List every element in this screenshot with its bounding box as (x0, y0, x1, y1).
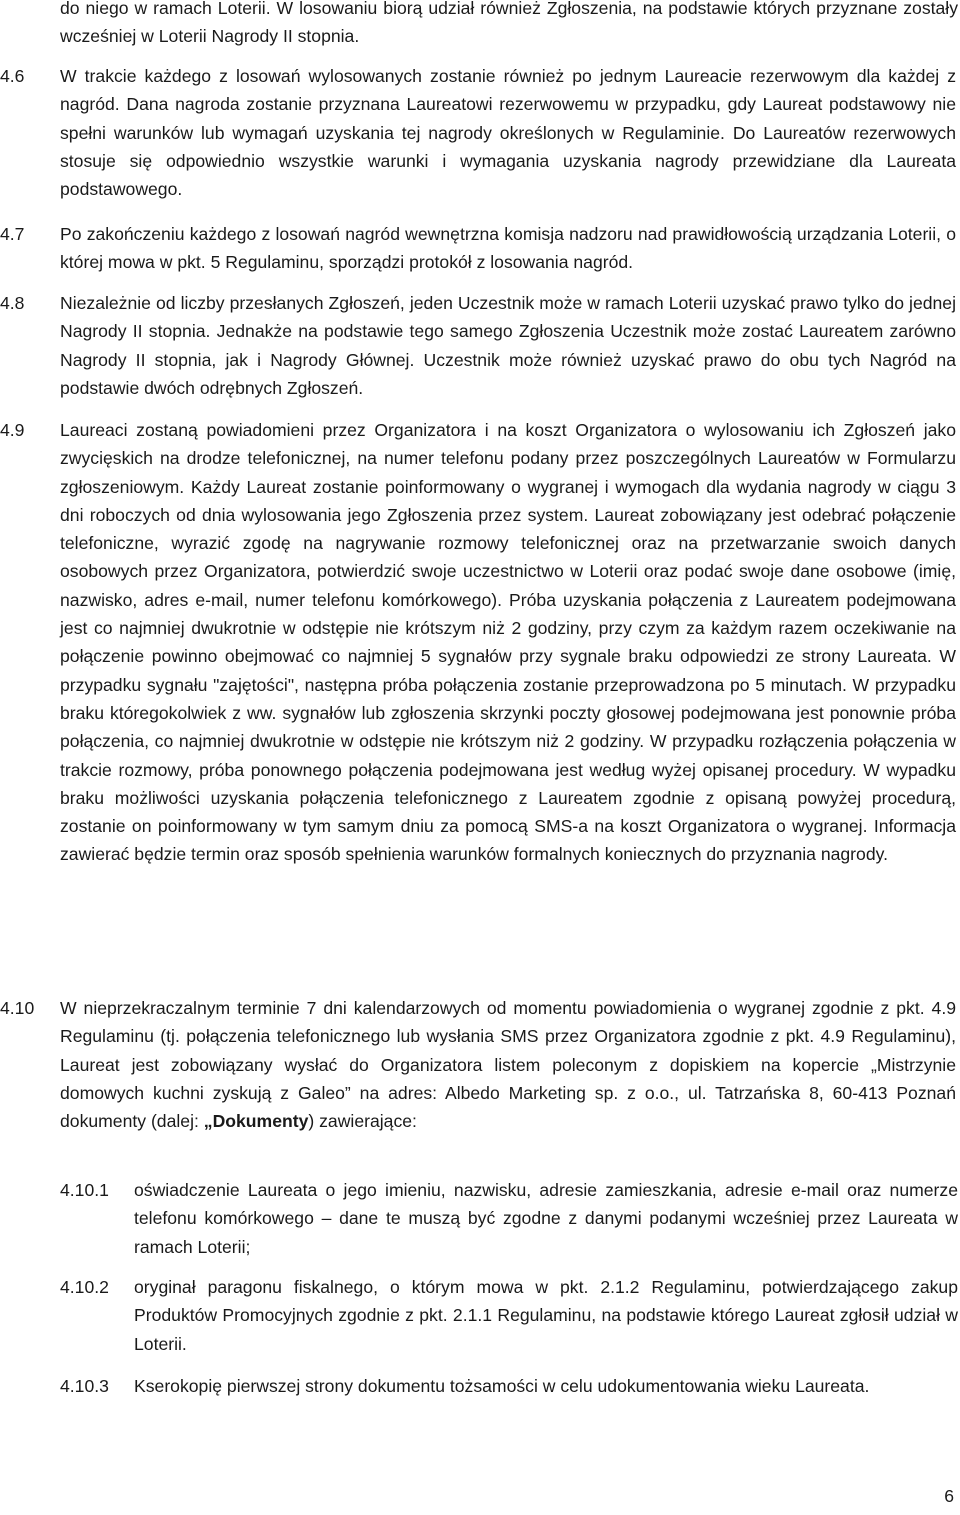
subsection-number: 4.10.2 (60, 1277, 109, 1297)
subsection-number: 4.10.1 (60, 1180, 109, 1200)
section-number: 4.9 (0, 420, 25, 440)
section-text (60, 994, 956, 1135)
section-text-part: ) zawierające: (308, 1111, 417, 1132)
section-text: Niezależnie od liczby przesłanych Zgłoszeń, jeden Uczestnik może w ramach Loterii uzyskać prawo tylko do jednej Nagrody II stopnia. Jednakże na podstawie tego samego Zgłoszenia Uczestnik może zostać Laureatem zarówno Nagrody II stopnia, jak i Nagrody Głównej. Uczestnik może również uzyskać prawo do obu tych Nagród na podstawie dwóch odrębnych Zgłoszeń. (60, 293, 956, 398)
section-text: W trakcie każdego z losowań wylosowanych zostanie również po jednym Laureacie rezerwowym dla każdej z nagród. Dana nagroda zostanie przyznana Laureatowi rezerwowemu w przypadku, gdy Laureat podstawowy nie spełni warunków lub wymagań uzyskania tej nagrody określonych w Regulaminie. Do Laureatów rezerwowych stosuje się odpowiednio wszystkie warunki i wymagania uzyskania nagrody przewidziane dla Laureata podstawowego. (60, 66, 956, 200)
subsection-number: 4.10.3 (60, 1376, 109, 1396)
section-text-part: W nieprzekraczalnym terminie 7 dni kalendarzowych od momentu powiadomienia o wygranej zgodnie z pkt. 4.9 Regulaminu (tj. połączenia telefonicznego lub wysłania SMS przez Organizatora zgodnie z pkt. 4.9 Regulaminu), Laureat jest zobowiązany wysłać do Organizatora listem poleconym z dopiskiem na kopercie „Mistrzynie domowych kuchni zyskują z Galeo” na adres: Albedo Marketing sp. z o.o., ul. Tatrzańska 8, 60-413 Poznań dokumenty (dalej: (60, 998, 956, 1132)
section-number: 4.10 (0, 998, 35, 1018)
section-number: 4.6 (0, 66, 25, 86)
section-text: Laureaci zostaną powiadomieni przez Organizatora i na koszt Organizatora o wylosowaniu ich Zgłoszeń jako zwycięskich na drodze telefonicznej, na numer telefonu podany przez poszczególnych Laureatów w Formularzu zgłoszeniowym. Każdy Laureat zostanie poinformowany o wygranej i wymogach dla wydania nagrody w ciągu 3 dni roboczych od dnia wylosowania jego Zgłoszenia przez system. Laureat zobowiązany jest odebrać połączenie telefoniczne, wyrazić zgodę na nagrywanie rozmowy telefonicznej oraz na przetwarzanie swoich danych osobowych przez Organizatora, potwierdzić swoje uczestnictwo w Loterii oraz podać swoje dane osobowe (imię, nazwisko, adres e-mail, numer telefonu komórkowego). Próba uzyskania połączenia z Laureatem podejmowana jest co najmniej dwukrotnie w odstępie nie krótszym niż 2 godziny, przy czym za każdym razem oczekiwanie na połączenie powinno obejmować co najmniej 5 sygnałów przy sygnale braku odpowiedzi ze strony Laureata. W przypadku sygnału "zajętości", następna próba połączenia zostanie przeprowadzona po 5 minutach. W przypadku braku któregokolwiek z ww. sygnałów lub zgłoszenia skrzynki poczty głosowej podejmowana jest ponownie próba połączenia, co najmniej dwukrotnie w odstępie nie krótszym niż 2 godziny. W przypadku rozłączenia połączenia w trakcie rozmowy, próba ponownego połączenia podejmowana jest według wyżej opisanej procedury. W wypadku braku możliwości uzyskania połączenia telefonicznego z Laureatem zgodnie z opisaną powyżej procedurą, zostanie on poinformowany w tym samym dniu za pomocą SMS-a na koszt Organizatora o wygranej. Informacja zawierać będzie termin oraz sposób spełnienia warunków formalnych koniecznych do przyznania nagrody. (60, 420, 956, 865)
subsection-text: Kserokopię pierwszej strony dokumentu tożsamości w celu udokumentowania wieku Laureata. (134, 1376, 870, 1396)
defined-term-bold: „Dokumenty (203, 1111, 309, 1132)
subsection-text: oświadczenie Laureata o jego imieniu, nazwisku, adresie zamieszkania, adresie e-mail oraz numerze telefonu komórkowego – dane te muszą być zgodne z danymi podanymi wcześniej przez Laureata w ramach Loterii; (134, 1180, 958, 1257)
continuation-paragraph: do niego w ramach Loterii. W losowaniu biorą udział również Zgłoszenia, na podstawie których przyznane zostały wcześniej w Loterii Nagrody II stopnia. (60, 0, 958, 47)
section-text: Po zakończeniu każdego z losowań nagród wewnętrzna komisja nadzoru nad prawidłowością urządzania Loterii, o której mowa w pkt. 5 Regulaminu, sporządzi protokół z losowania nagród. (60, 224, 956, 273)
page-number: 6 (944, 1486, 954, 1506)
section-number: 4.8 (0, 293, 25, 313)
section-number: 4.7 (0, 224, 25, 244)
subsection-text: oryginał paragonu fiskalnego, o którym mowa w pkt. 2.1.2 Regulaminu, potwierdzającego zakup Produktów Promocyjnych zgodnie z pkt. 2.1.1 Regulaminu, na podstawie którego Laureat zgłosił udział w Loterii. (134, 1277, 958, 1354)
